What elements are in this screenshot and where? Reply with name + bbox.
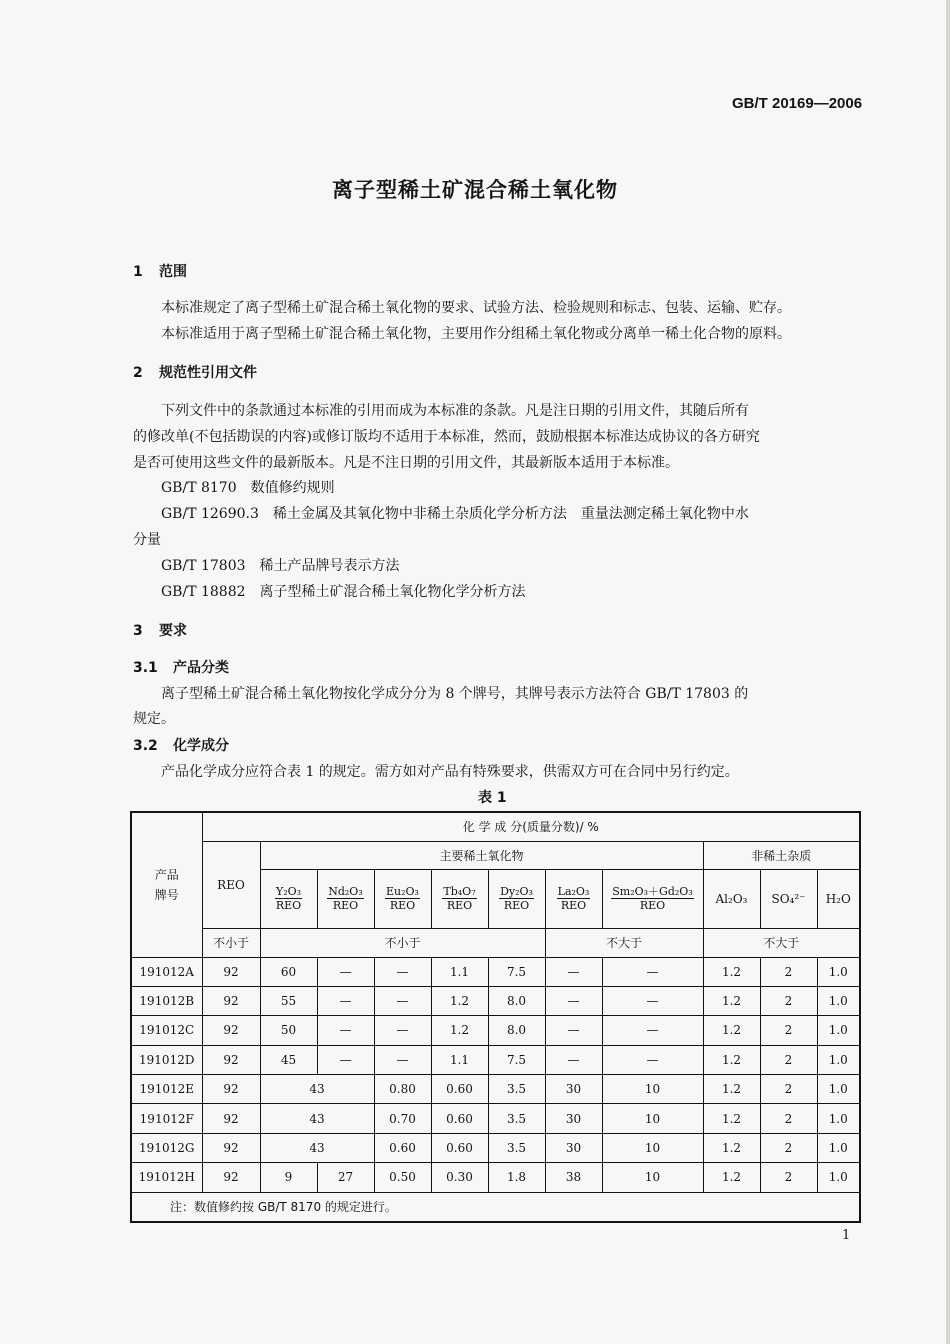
table-row — [131, 1016, 860, 1045]
ratio-denominator: REO — [560, 899, 587, 912]
table-note: 注：数值修约按 GB/T 8170 的规定进行。 — [131, 1192, 860, 1222]
table-row — [131, 986, 860, 1015]
ratio-numerator: Eu₂O₃ — [386, 885, 419, 898]
reference-code: GB/T 17803 — [161, 558, 246, 574]
section-number: 3 — [133, 623, 143, 639]
section-number: 3.2 — [133, 738, 158, 754]
la2o3-cell: — — [545, 957, 602, 986]
grade-cell: 191012B — [131, 986, 202, 1015]
eu2o3-cell: — — [374, 957, 431, 986]
reference-item — [161, 579, 526, 605]
ratio-numerator: Y₂O₃ — [275, 885, 302, 898]
section-title: 要求 — [159, 623, 187, 639]
header-grade: 产品 牌号 — [131, 812, 202, 957]
normative-line-3: 是否可使用这些文件的最新版本。凡是不注日期的引用文件，其最新版本适用于本标准。 — [133, 455, 679, 471]
table-row — [131, 1163, 860, 1192]
la2o3-cell: — — [545, 986, 602, 1015]
tb4o7-cell: 0.60 — [431, 1133, 488, 1162]
reo-cell: 92 — [202, 1075, 260, 1104]
sulfate-cell: 2 — [760, 986, 817, 1015]
la2o3-cell: — — [545, 1016, 602, 1045]
tb4o7-cell: 0.60 — [431, 1104, 488, 1133]
la2o3-cell: 38 — [545, 1163, 602, 1192]
tb4o7-cell: 0.60 — [431, 1075, 488, 1104]
scope-paragraph-2: 本标准适用于离子型稀土矿混合稀土氧化物，主要用作分组稀土氧化物或分离单一稀土化合物的原料。 — [161, 326, 791, 342]
sm2o3-gd2o3-cell: 10 — [602, 1163, 703, 1192]
reo-cell: 92 — [202, 1133, 260, 1162]
reo-cell: 92 — [202, 957, 260, 986]
header-reo: REO — [202, 841, 260, 928]
dy2o3-cell: 3.5 — [488, 1133, 545, 1162]
section-3-heading — [133, 620, 187, 640]
ratio-denominator: REO — [332, 899, 359, 912]
classification-line-1: 离子型稀土矿混合稀土氧化物按化学成分分为 8 个牌号，其牌号表示方法符合 GB/T 17803 的 — [161, 686, 749, 702]
sm2o3-gd2o3-cell: 10 — [602, 1104, 703, 1133]
sulfate-cell: 2 — [760, 1045, 817, 1074]
reo-cell: 92 — [202, 1045, 260, 1074]
dy2o3-cell: 3.5 — [488, 1075, 545, 1104]
la2o3-cell: 30 — [545, 1133, 602, 1162]
tb4o7-cell: 1.1 — [431, 1045, 488, 1074]
eu2o3-cell: 0.50 — [374, 1163, 431, 1192]
dy2o3-cell: 3.5 — [488, 1104, 545, 1133]
sulfate-cell: 2 — [760, 1133, 817, 1162]
grade-cell: 191012E — [131, 1075, 202, 1104]
tb4o7-cell: 0.30 — [431, 1163, 488, 1192]
table-row — [131, 1045, 860, 1074]
header-ratio-la2o3 — [545, 869, 602, 928]
table-row — [131, 1075, 860, 1104]
section-title: 规范性引用文件 — [159, 365, 257, 381]
ratio-numerator: Tb₄O₇ — [443, 885, 476, 898]
header-h2o: H₂O — [817, 869, 860, 928]
page-number: 1 — [842, 1228, 851, 1243]
section-number: 2 — [133, 365, 143, 381]
reference-title: 离子型稀土矿混合稀土氧化物化学分析方法 — [259, 584, 526, 600]
h2o-cell: 1.0 — [817, 1045, 860, 1074]
y2o3-cell: 60 — [260, 957, 317, 986]
ratio-numerator: La₂O₃ — [557, 885, 590, 898]
header-ratio-nd2o3 — [317, 869, 374, 928]
header-chemical-composition: 化 学 成 分(质量分数)/ % — [202, 812, 860, 841]
sm2o3-gd2o3-cell: — — [602, 1045, 703, 1074]
grade-cell: 191012D — [131, 1045, 202, 1074]
al2o3-cell: 1.2 — [703, 1163, 760, 1192]
ratio-numerator: Sm₂O₃＋Gd₂O₃ — [612, 885, 693, 898]
limit-impurity-max: 不大于 — [703, 928, 860, 957]
nd2o3-cell: — — [317, 1016, 374, 1045]
sm2o3-gd2o3-cell: 10 — [602, 1133, 703, 1162]
al2o3-cell: 1.2 — [703, 1075, 760, 1104]
reference-continuation: 分量 — [133, 532, 161, 548]
ratio-denominator: REO — [389, 899, 416, 912]
normative-line-2: 的修改单(不包括勘误的内容)或修订版均不适用于本标准，然而，鼓励根据本标准达成协议的各方研究 — [133, 429, 760, 445]
h2o-cell: 1.0 — [817, 1075, 860, 1104]
ratio-denominator: REO — [503, 899, 530, 912]
header-ratio-eu2o3 — [374, 869, 431, 928]
header-ratio-sm2o3-gd2o3 — [602, 869, 703, 928]
eu2o3-cell: — — [374, 1016, 431, 1045]
header-ratio-dy2o3 — [488, 869, 545, 928]
eu2o3-cell: 0.60 — [374, 1133, 431, 1162]
tb4o7-cell: 1.2 — [431, 1016, 488, 1045]
section-title: 范围 — [159, 264, 187, 280]
table-row — [131, 957, 860, 986]
header-ratio-tb4o7 — [431, 869, 488, 928]
al2o3-cell: 1.2 — [703, 1104, 760, 1133]
la2o3-cell: 30 — [545, 1075, 602, 1104]
reference-item — [161, 553, 400, 579]
header-ratio-y2o3 — [260, 869, 317, 928]
reference-code: GB/T 12690.3 — [161, 506, 259, 522]
nd2o3-cell: 27 — [317, 1163, 374, 1192]
la2o3-cell: — — [545, 1045, 602, 1074]
scope-paragraph-1: 本标准规定了离子型稀土矿混合稀土氧化物的要求、试验方法、检验规则和标志、包装、运输、贮存。 — [161, 300, 791, 316]
limit-reo-min: 不小于 — [202, 928, 260, 957]
h2o-cell: 1.0 — [817, 1104, 860, 1133]
header-sulfate: SO₄²⁻ — [760, 869, 817, 928]
y2o3-nd2o3-combined-cell: 43 — [260, 1133, 374, 1162]
reference-code: GB/T 18882 — [161, 584, 246, 600]
ratio-numerator: Nd₂O₃ — [328, 885, 363, 898]
eu2o3-cell: 0.80 — [374, 1075, 431, 1104]
sm2o3-gd2o3-cell: — — [602, 1016, 703, 1045]
dy2o3-cell: 8.0 — [488, 986, 545, 1015]
table-row — [131, 1104, 860, 1133]
header-al2o3: Al₂O₃ — [703, 869, 760, 928]
h2o-cell: 1.0 — [817, 1133, 860, 1162]
reference-item — [161, 501, 749, 527]
al2o3-cell: 1.2 — [703, 1016, 760, 1045]
sm2o3-gd2o3-cell: — — [602, 986, 703, 1015]
sulfate-cell: 2 — [760, 1163, 817, 1192]
nd2o3-cell: — — [317, 957, 374, 986]
header-non-rare-earth-impurities: 非稀土杂质 — [703, 841, 860, 869]
reference-code: GB/T 8170 — [161, 480, 237, 496]
reference-title: 数值修约规则 — [250, 480, 335, 496]
tb4o7-cell: 1.2 — [431, 986, 488, 1015]
nd2o3-cell: — — [317, 986, 374, 1015]
sulfate-cell: 2 — [760, 1016, 817, 1045]
section-1-heading — [133, 261, 187, 281]
section-number: 3.1 — [133, 660, 158, 676]
eu2o3-cell: — — [374, 1045, 431, 1074]
composition-line-1: 产品化学成分应符合表 1 的规定。需方如对产品有特殊要求，供需双方可在合同中另行约定。 — [161, 764, 739, 780]
section-title: 产品分类 — [173, 660, 229, 676]
eu2o3-cell: 0.70 — [374, 1104, 431, 1133]
y2o3-nd2o3-combined-cell: 43 — [260, 1104, 374, 1133]
al2o3-cell: 1.2 — [703, 986, 760, 1015]
ratio-denominator: REO — [446, 899, 473, 912]
chemical-composition-table — [130, 811, 861, 1223]
ratio-numerator: Dy₂O₃ — [500, 885, 533, 898]
sulfate-cell: 2 — [760, 1075, 817, 1104]
dy2o3-cell: 7.5 — [488, 1045, 545, 1074]
header-main-rare-earth-oxides: 主要稀土氧化物 — [260, 841, 703, 869]
document-title: 离子型稀土矿混合稀土氧化物 — [332, 178, 618, 202]
standard-number: GB/T 20169—2006 — [732, 95, 863, 112]
table-caption: 表 1 — [478, 790, 507, 806]
subsection-3-1-heading — [133, 657, 229, 677]
h2o-cell: 1.0 — [817, 957, 860, 986]
grade-cell: 191012A — [131, 957, 202, 986]
grade-cell: 191012C — [131, 1016, 202, 1045]
limit-main-max: 不大于 — [545, 928, 703, 957]
y2o3-cell: 9 — [260, 1163, 317, 1192]
h2o-cell: 1.0 — [817, 1016, 860, 1045]
reference-title: 稀土金属及其氧化物中非稀土杂质化学分析方法 重量法测定稀土氧化物中水 — [272, 506, 749, 522]
dy2o3-cell: 7.5 — [488, 957, 545, 986]
y2o3-cell: 45 — [260, 1045, 317, 1074]
limit-main-min: 不小于 — [260, 928, 545, 957]
dy2o3-cell: 1.8 — [488, 1163, 545, 1192]
nd2o3-cell: — — [317, 1045, 374, 1074]
subsection-3-2-heading — [133, 735, 229, 755]
tb4o7-cell: 1.1 — [431, 957, 488, 986]
sulfate-cell: 2 — [760, 957, 817, 986]
eu2o3-cell: — — [374, 986, 431, 1015]
h2o-cell: 1.0 — [817, 1163, 860, 1192]
al2o3-cell: 1.2 — [703, 1133, 760, 1162]
reo-cell: 92 — [202, 1163, 260, 1192]
grade-cell: 191012G — [131, 1133, 202, 1162]
classification-line-2: 规定。 — [133, 711, 175, 727]
ratio-denominator: REO — [639, 899, 666, 912]
dy2o3-cell: 8.0 — [488, 1016, 545, 1045]
reo-cell: 92 — [202, 1104, 260, 1133]
y2o3-nd2o3-combined-cell: 43 — [260, 1075, 374, 1104]
reference-item — [161, 475, 335, 501]
sulfate-cell: 2 — [760, 1104, 817, 1133]
section-number: 1 — [133, 264, 143, 280]
reo-cell: 92 — [202, 986, 260, 1015]
sm2o3-gd2o3-cell: 10 — [602, 1075, 703, 1104]
sm2o3-gd2o3-cell: — — [602, 957, 703, 986]
table-row — [131, 1133, 860, 1162]
normative-line-1: 下列文件中的条款通过本标准的引用而成为本标准的条款。凡是注日期的引用文件，其随后所有 — [161, 403, 749, 419]
y2o3-cell: 50 — [260, 1016, 317, 1045]
grade-cell: 191012F — [131, 1104, 202, 1133]
al2o3-cell: 1.2 — [703, 957, 760, 986]
section-title: 化学成分 — [173, 738, 229, 754]
reo-cell: 92 — [202, 1016, 260, 1045]
h2o-cell: 1.0 — [817, 986, 860, 1015]
la2o3-cell: 30 — [545, 1104, 602, 1133]
reference-title: 稀土产品牌号表示方法 — [259, 558, 400, 574]
y2o3-cell: 55 — [260, 986, 317, 1015]
section-2-heading — [133, 362, 257, 382]
grade-cell: 191012H — [131, 1163, 202, 1192]
ratio-denominator: REO — [275, 899, 302, 912]
al2o3-cell: 1.2 — [703, 1045, 760, 1074]
